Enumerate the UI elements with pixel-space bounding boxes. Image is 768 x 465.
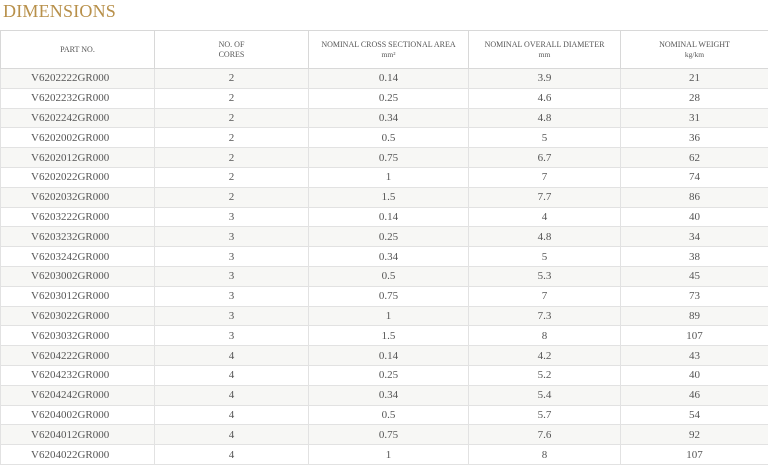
cores-cell: 4 (155, 385, 309, 405)
cores-cell: 4 (155, 445, 309, 465)
area-cell: 0.34 (309, 108, 469, 128)
weight-cell: 40 (621, 365, 768, 385)
cores-cell: 4 (155, 405, 309, 425)
diameter-cell: 3.9 (469, 69, 621, 89)
weight-cell: 74 (621, 167, 768, 187)
weight-cell: 31 (621, 108, 768, 128)
weight-cell: 46 (621, 385, 768, 405)
area-cell: 1 (309, 167, 469, 187)
part-no-cell: V6203012GR000 (1, 286, 155, 306)
weight-cell: 62 (621, 148, 768, 168)
weight-cell: 92 (621, 425, 768, 445)
area-cell: 0.14 (309, 207, 469, 227)
diameter-cell: 7 (469, 167, 621, 187)
header-weight: NOMINAL WEIGHT kg/km (621, 31, 768, 69)
diameter-cell: 5 (469, 247, 621, 267)
cores-cell: 3 (155, 286, 309, 306)
table-row (1, 405, 768, 425)
table-row (1, 266, 768, 286)
table-row (1, 365, 768, 385)
area-cell: 1.5 (309, 326, 469, 346)
area-cell: 0.75 (309, 148, 469, 168)
table-row (1, 88, 768, 108)
area-cell: 0.75 (309, 286, 469, 306)
cores-cell: 4 (155, 365, 309, 385)
part-no-cell: V6202012GR000 (1, 148, 155, 168)
section-title: DIMENSIONS (3, 1, 117, 21)
diameter-cell: 5 (469, 128, 621, 148)
weight-cell: 38 (621, 247, 768, 267)
table-row (1, 187, 768, 207)
part-no-cell: V6202232GR000 (1, 88, 155, 108)
diameter-cell: 7.7 (469, 187, 621, 207)
cores-cell: 3 (155, 227, 309, 247)
area-cell: 0.34 (309, 385, 469, 405)
area-cell: 0.25 (309, 88, 469, 108)
table-row (1, 207, 768, 227)
part-no-cell: V6203022GR000 (1, 306, 155, 326)
diameter-cell: 6.7 (469, 148, 621, 168)
header-diameter: NOMINAL OVERALL DIAMETER mm (469, 31, 621, 69)
weight-cell: 107 (621, 326, 768, 346)
weight-cell: 21 (621, 69, 768, 89)
area-cell: 1 (309, 306, 469, 326)
cores-cell: 3 (155, 266, 309, 286)
area-cell: 0.14 (309, 69, 469, 89)
table-row (1, 346, 768, 366)
header-cores: NO. OF CORES (155, 31, 309, 69)
cores-cell: 3 (155, 207, 309, 227)
weight-cell: 45 (621, 266, 768, 286)
area-cell: 0.25 (309, 227, 469, 247)
weight-cell: 73 (621, 286, 768, 306)
cores-cell: 2 (155, 88, 309, 108)
part-no-cell: V6203222GR000 (1, 207, 155, 227)
diameter-cell: 4.8 (469, 227, 621, 247)
table-row (1, 69, 768, 89)
part-no-cell: V6203232GR000 (1, 227, 155, 247)
area-cell: 0.34 (309, 247, 469, 267)
diameter-cell: 5.2 (469, 365, 621, 385)
weight-cell: 36 (621, 128, 768, 148)
part-no-cell: V6203032GR000 (1, 326, 155, 346)
cores-cell: 2 (155, 187, 309, 207)
cores-cell: 2 (155, 69, 309, 89)
cores-cell: 3 (155, 306, 309, 326)
part-no-cell: V6204022GR000 (1, 445, 155, 465)
table-header-row (1, 31, 768, 69)
area-cell: 0.5 (309, 266, 469, 286)
diameter-cell: 4.8 (469, 108, 621, 128)
dimensions-table (0, 30, 768, 465)
diameter-cell: 4 (469, 207, 621, 227)
table-row (1, 167, 768, 187)
table-row (1, 445, 768, 465)
table-row (1, 108, 768, 128)
table-row (1, 128, 768, 148)
weight-cell: 107 (621, 445, 768, 465)
diameter-cell: 7.3 (469, 306, 621, 326)
table-row (1, 286, 768, 306)
area-cell: 1.5 (309, 187, 469, 207)
part-no-cell: V6204232GR000 (1, 365, 155, 385)
table-row (1, 425, 768, 445)
header-part-no: PART NO. (1, 31, 155, 69)
cores-cell: 2 (155, 167, 309, 187)
cores-cell: 3 (155, 247, 309, 267)
area-cell: 1 (309, 445, 469, 465)
table-row (1, 247, 768, 267)
weight-cell: 40 (621, 207, 768, 227)
cores-cell: 2 (155, 128, 309, 148)
part-no-cell: V6204222GR000 (1, 346, 155, 366)
area-cell: 0.14 (309, 346, 469, 366)
part-no-cell: V6202222GR000 (1, 69, 155, 89)
diameter-cell: 8 (469, 326, 621, 346)
diameter-cell: 5.3 (469, 266, 621, 286)
part-no-cell: V6202002GR000 (1, 128, 155, 148)
area-cell: 0.75 (309, 425, 469, 445)
diameter-cell: 4.6 (469, 88, 621, 108)
diameter-cell: 5.7 (469, 405, 621, 425)
part-no-cell: V6202022GR000 (1, 167, 155, 187)
area-cell: 0.5 (309, 128, 469, 148)
cores-cell: 2 (155, 108, 309, 128)
cores-cell: 4 (155, 346, 309, 366)
diameter-cell: 8 (469, 445, 621, 465)
weight-cell: 86 (621, 187, 768, 207)
part-no-cell: V6204012GR000 (1, 425, 155, 445)
table-row (1, 306, 768, 326)
cores-cell: 4 (155, 425, 309, 445)
diameter-cell: 7 (469, 286, 621, 306)
table-row (1, 227, 768, 247)
area-cell: 0.5 (309, 405, 469, 425)
weight-cell: 34 (621, 227, 768, 247)
diameter-cell: 5.4 (469, 385, 621, 405)
weight-cell: 89 (621, 306, 768, 326)
weight-cell: 54 (621, 405, 768, 425)
area-cell: 0.25 (309, 365, 469, 385)
cores-cell: 2 (155, 148, 309, 168)
part-no-cell: V6203242GR000 (1, 247, 155, 267)
part-no-cell: V6204002GR000 (1, 405, 155, 425)
part-no-cell: V6202032GR000 (1, 187, 155, 207)
diameter-cell: 4.2 (469, 346, 621, 366)
cores-cell: 3 (155, 326, 309, 346)
table-row (1, 385, 768, 405)
header-area: NOMINAL CROSS SECTIONAL AREA mm² (309, 31, 469, 69)
weight-cell: 43 (621, 346, 768, 366)
part-no-cell: V6204242GR000 (1, 385, 155, 405)
table-row (1, 148, 768, 168)
weight-cell: 28 (621, 88, 768, 108)
table-row (1, 326, 768, 346)
part-no-cell: V6202242GR000 (1, 108, 155, 128)
part-no-cell: V6203002GR000 (1, 266, 155, 286)
diameter-cell: 7.6 (469, 425, 621, 445)
